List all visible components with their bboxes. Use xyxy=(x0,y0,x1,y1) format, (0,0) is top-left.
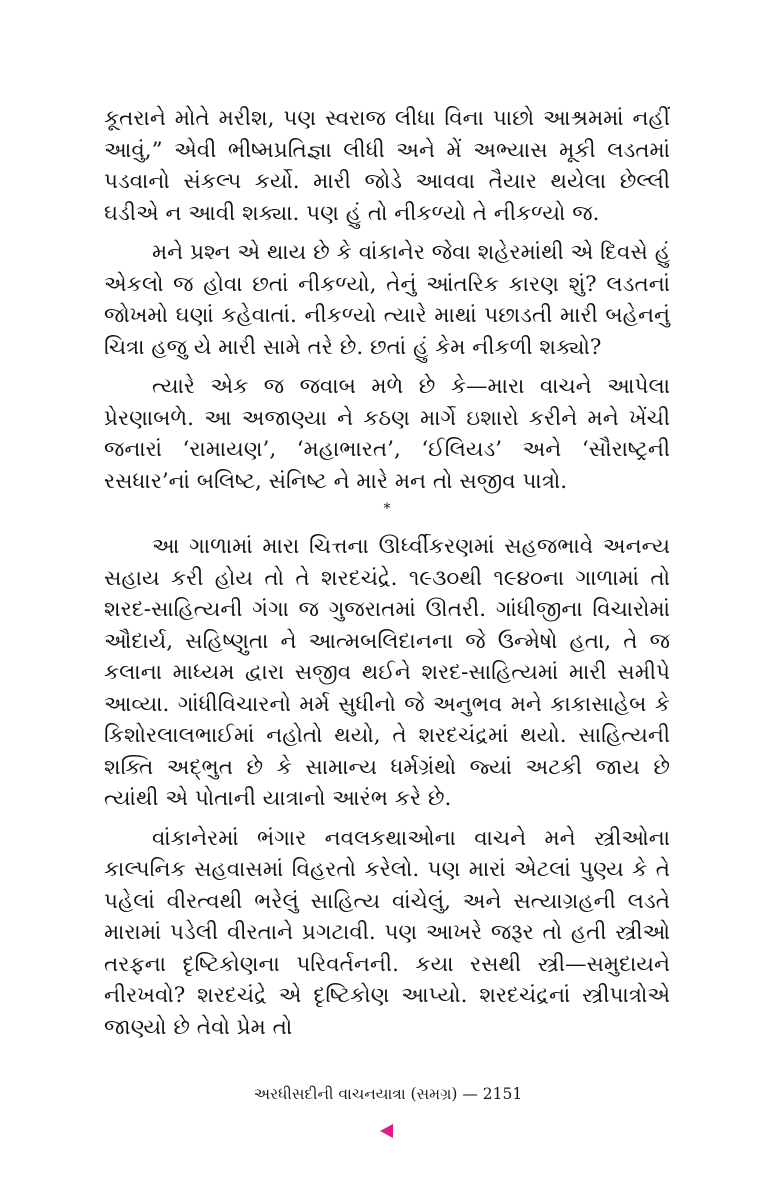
paragraph-1: કૂતરાને મોતે મરીશ, પણ સ્વરાજ લીધા વિના પાછો આશ્રમમાં નહીં આવું,” એવી ભીષ્મપ્રતિજ્ઞા લીધી અને મેં અભ્યાસ મૂકી લડતમાં પડવાનો સંકલ્પ કર્યો. મારી જોડે આવવા તૈયાર થયેલા છેલ્લી ઘડીએ ન આવી શક્યા. પણ હું તો નીકળ્યો તે નીકળ્યો જ. xyxy=(104,106,670,226)
section-separator: * xyxy=(383,501,391,517)
page-footer: અરધીસદીની વાચનયાત્રા (સમગ્ર) — 2151 xyxy=(253,1085,523,1103)
body-text xyxy=(104,103,670,1043)
paragraph-4: આ ગાળામાં મારા ચિત્તના ઊર્ધ્વીકરણમાં સહજભાવે અનન્ય સહાય કરી હોય તો તે શરદચંદ્રે. ૧૯૩૦થી ૧૯૪૦ના ગાળામાં તો શરદ-સાહિત્યની ગંગા જ ગુજરાતમાં ઊતરી. ગાંધીજીના વિચારોમાં ઔદાર્ય, સહિષ્ણુતા ને આત્મબલિદાનના જે ઉન્મેષો હતા, તે જ કલાના માધ્યમ દ્વારા સજીવ થઈને શરદ-સાહિત્યમાં મારી સમીપે આવ્યા. ગાંધીવિચારનો મર્મ સુધીનો જે અનુભવ મને કાકાસાહેબ કે કિશોરલાલભાઈમાં નહોતો થયો, તે શરદચંદ્રમાં થયો. સાહિત્યની શક્તિ અદ્ભુત છે કે સામાન્ય ધર્મગ્રંથો જ્યાં અટકી જાય છે ત્યાંથી એ પોતાની યાત્રાનો આરંભ કરે છે. xyxy=(104,534,670,811)
paragraph-5: વાંકાનેરમાં ભંગાર નવલકથાઓના વાચને મને સ્ત્રીઓના કાલ્પનિક સહવાસમાં વિહરતો કરેલો. પણ મારાં એટલાં પુણ્ય કે તે પહેલાં વીરત્વથી ભરેલું સાહિત્ય વાંચેલું, અને સત્યાગ્રહની લડતે મારામાં પડેલી વીરતાને પ્રગટાવી. પણ આખરે જરૂર તો હતી સ્ત્રીઓ તરફના દૃષ્ટિકોણના પરિવર્તનની. કયા રસથી સ્ત્રી—સમુદાયને નીરખવો? શરદચંદ્રે એ દૃષ્ટિકોણ આપ્યો. શરદચંદ્રનાં સ્ત્રીપાત્રોએ જાણ્યો છે તેવો પ્રેમ તો xyxy=(104,825,670,1040)
previous-page-arrow-icon[interactable] xyxy=(380,1124,393,1138)
paragraph-2: મને પ્રશ્ન એ થાય છે કે વાંકાનેર જેવા શહેરમાંથી એ દિવસે હું એકલો જ હોવા છતાં નીકળ્યો, તેનું આંતરિક કારણ શું? લડતનાં જોખમો ઘણાં કહેવાતાં. નીકળ્યો ત્યારે માથાં પછાડતી મારી બહેનનું ચિત્રા હજુ યે મારી સામે તરે છે. છતાં હું કેમ નીકળી શક્યો? xyxy=(104,240,670,360)
paragraph-3: ત્યારે એક જ જવાબ મળે છે કે—મારા વાચને આપેલા પ્રેરણાબળે. આ અજાણ્યા ને કઠણ માર્ગે ઇશારો કરીને મને ખેંચી જનારાં ‘રામાયણ’, ‘મહાભારત’, ‘ઈલિયડ’ અને ‘સૌરાષ્ટ્રની રસધાર’નાં બલિષ્ટ, સંનિષ્ટ ને મારે મન તો સજીવ પાત્રો. xyxy=(104,374,670,494)
